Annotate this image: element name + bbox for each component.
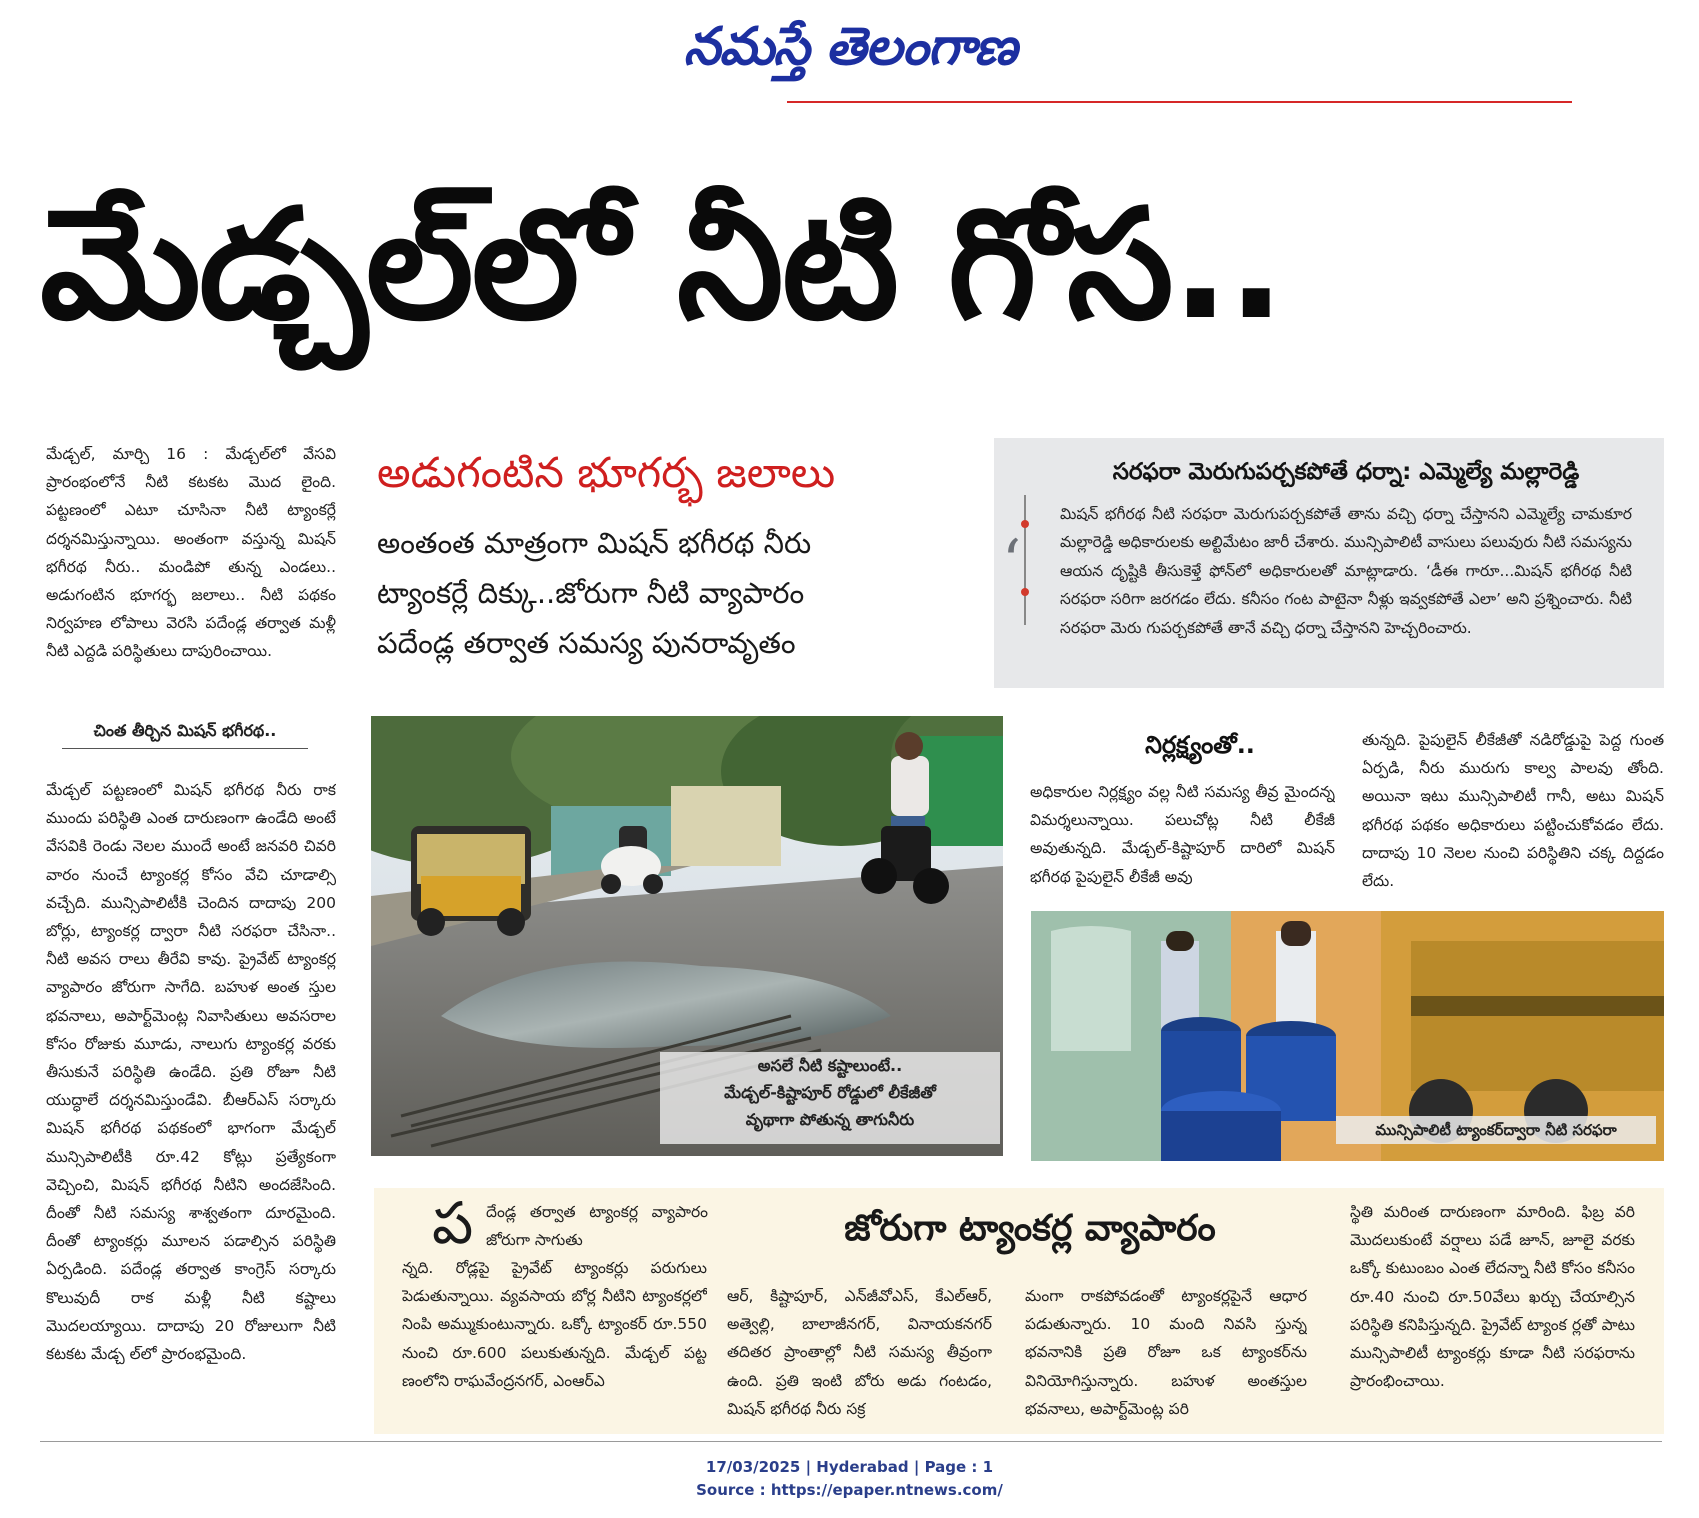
tanker-business-col1: న్నది. రోడ్లపై ప్రైవేట్ ట్యాంకర్లు పరుగులు పెడుతున్నాయి. వ్యవసాయ బోర్ల నీటిని ట్యాంకర్లలో నింపి అమ్ముకుంటున్నారు. ఒక్కో ట్యాంకర్ రూ.550 నుంచి రూ.600 పలుకుతున్నది. మేడ్చల్ పట్ట ణంలోని రాఘవేంద్రనగర్, ఎంఆర్‌ఎ bbox=[402, 1259, 707, 1390]
quote-mark-icon: ‘ bbox=[1002, 527, 1022, 597]
road-leak-caption bbox=[660, 1052, 1000, 1144]
masthead-logo: నమస్తే తెలంగాణ bbox=[683, 16, 1017, 77]
dropcap: ప bbox=[432, 1189, 474, 1257]
tanker-business-col2: ఆర్, కిష్టాపూర్, ఎన్‌జీవోఎస్, కేఎల్‌ఆర్, అత్వెల్లి, బాలాజీనగర్, వినాయకనగర్ తదితర ప్రాంతాల్లో నీటి సమస్య తీవ్రంగా ఉంది. ప్రతి ఇంటి బోరు అడు గంటడం, మిషన్ భగీరథ నీరు సక్ర bbox=[727, 1287, 992, 1418]
caption-line: మేడ్చల్-కిష్టాపూర్ రోడ్డులో లీకేజీతో bbox=[724, 1083, 936, 1102]
caption-line: వృథాగా పోతున్న తాగునీరు bbox=[745, 1110, 915, 1129]
deck-line: పదేండ్ల తర్వాత సమస్య పునరావృతం bbox=[377, 626, 796, 660]
deck bbox=[377, 518, 957, 668]
footer-source-link[interactable]: Source : https://epaper.ntnews.com/ bbox=[696, 1481, 1003, 1499]
tanker-business-col3: మంగా రాకపోవడంతో ట్యాంకర్లపైనే ఆధార పడుతున్నారు. 10 మంది నివసి స్తున్న భవనానికి ప్రతి రోజూ ఒక ట్యాంకర్‌ను వినియోగిస్తున్నారు. బహుళ అంతస్తుల భవనాలు, అపార్ట్‌మెంట్ల పరి bbox=[1025, 1287, 1307, 1418]
left-column-body: మేడ్చల్ పట్టణంలో మిషన్ భగీరథ నీరు రాక ముందు పరిస్థితి ఎంత దారుణంగా ఉండేది అంటే వేసవికి రెండు నెలల ముందే అంటే జనవరి చివరి వారం నుంచే ట్యాంకర్ల కోసం వేచి చూడాల్సి వచ్చేది. మున్సిపాలిటీకి చెందిన దాదాపు 200 బోర్లు, ట్యాంకర్ల ద్వారా నీటి సరఫరా చేసినా.. నీటి అవస రాలు తీరేవి కావు. ప్రైవేట్ ట్యాంకర్ల వ్యాపారం జోరుగా సాగేది. బహుళ అంత స్తుల భవనాలు, అపార్ట్‌మెంట్ల నివాసితులు అవసరాల కోసం రోజుకు మూడు, నాలుగు ట్యాంకర్ల వరకు తీసుకునే పరిస్థితి ఉండేది. ప్రతి రోజూ నీటి యుద్ధాలే దర్శనమిస్తుండేవి. బీఆర్‌ఎస్ సర్కారు మిషన్ భగీరథ పథకంలో భాగంగా మేడ్చల్ మున్సిపాలిటీకి రూ.42 కోట్లు ప్రత్యేకంగా వెచ్చించి, మిషన్ భగీరథ నీటిని అందజేసింది. దీంతో నీటి సమస్య శాశ్వతంగా దూరమైంది. దీంతో ట్యాంకర్లు మూలన పడాల్సిన పరిస్థితి ఏర్పడింది. పదేండ్ల తర్వాత కాంగ్రెస్ సర్కారు కొలువుదీ రాక మళ్లీ నీటి కష్టాలు మొదలయ్యాయి. దాదాపు 20 రోజులుగా నీటి కటకట మేడ్చ ల్‌లో ప్రారంభమైంది. bbox=[46, 781, 336, 1364]
kicker-headline: అడుగంటిన భూగర్భ జలాలు bbox=[377, 448, 836, 497]
negligence-column-2: తున్నది. పైపులైన్ లీకేజీతో నడిరోడ్డుపై పెద్ద గుంత ఏర్పడి, నీరు మురుగు కాల్వ పాలవు తోంది. అయినా ఇటు మున్సిపాలిటీ గానీ, అటు మిషన్ భగీరథ పథకం అధికారులు పట్టించుకోవడం లేదు. దాదాపు 10 నెలల నుంచి పరిస్థితిని చక్క దిద్దడం లేదు. bbox=[1362, 731, 1664, 891]
deck-line: అంతంత మాత్రంగా మిషన్ భగీరథ నీరు bbox=[377, 526, 812, 560]
left-column-intro: మేడ్చల్, మార్చి 16 : మేడ్చల్‌లో వేసవి ప్రారంభంలోనే నీటి కటకట మొద లైంది. పట్టణంలో ఎటూ చూసినా నీటి ట్యాంకర్లే దర్శనమిస్తున్నాయి. అంతంగా వస్తున్న మిషన్ భగీరథ నీరు.. మండిపో తున్న ఎండలు.. అడుగంటిన భూగర్భ జలాలు.. నీటి పథకం నిర్వహణ లోపాలు వెరసి పదేండ్ల తర్వాత మళ్లీ నీటి ఎద్దడి పరిస్థితులు దాపురించాయి. bbox=[46, 445, 336, 661]
mla-quote-text: మిషన్ భగీరథ నీటి సరఫరా మెరుగుపర్చకపోతే తాను వచ్చి ధర్నా చేస్తానని ఎమ్మెల్యే చామకూర మల్లారెడ్డి అధికారులకు అల్టిమేటం జారీ చేశారు. మున్సిపాలిటీ వాసులు పలువురు నీటి సమస్యను ఆయన దృష్టికి తీసుకెళ్తే ఫోన్‌లో అధికారులతో మాట్లాడారు. ‘డీఈ గారూ...మిషన్ భగీరథ నీటి సరఫరా సరిగా జరగడం లేదు. కనీసం గంట పాటైనా నీళ్లు ఇవ్వకపోతే ఎలా’ అని ప్రశ్నించారు. నీటి సరఫరా మెరు గుపర్చకపోతే తానే వచ్చి ధర్నా చేస్తానని హెచ్చరించారు. bbox=[1060, 505, 1632, 637]
negligence-subhead: నిర్లక్ష్యంతో.. bbox=[1145, 731, 1255, 759]
deck-line: ట్యాంకర్లే దిక్కు..జోరుగా నీటి వ్యాపారం bbox=[377, 576, 805, 610]
footer-rule bbox=[40, 1441, 1662, 1442]
tanker-business-col1-head: దేండ్ల తర్వాత ట్యాంకర్ల వ్యాపారం జోరుగా సాగుతు bbox=[486, 1203, 708, 1249]
mla-quote-title: సరఫరా మెరుగుపర్చకపోతే ధర్నా: ఎమ్మెల్యే మల్లారెడ్డి bbox=[1112, 459, 1580, 485]
tanker-business-title: జోరుగా ట్యాంకర్ల వ్యాపారం bbox=[844, 1208, 1216, 1249]
main-headline: మేడ్చల్‌లో నీటి గోస.. bbox=[40, 176, 1284, 353]
footer-date-line: 17/03/2025 | Hyderabad | Page : 1 bbox=[705, 1458, 994, 1476]
left-column-subhead: చింత తీర్చిన మిషన్ భగీరథ.. bbox=[62, 721, 308, 749]
tanker-caption: మున్సిపాలిటీ ట్యాంకర్‌ద్వారా నీటి సరఫరా bbox=[1336, 1116, 1656, 1144]
masthead-divider bbox=[787, 101, 1572, 103]
negligence-column-1: అధికారుల నిర్లక్ష్యం వల్ల నీటి సమస్య తీవ్ర మైందన్న విమర్శలున్నాయి. పలుచోట్ల నీటి లీకేజీ అవుతున్నది. మేడ్చల్-కిష్టాపూర్ దారిలో మిషన్ భగీరథ పైపులైన్ లీకేజీ అవు bbox=[1030, 783, 1335, 886]
tanker-business-col4: స్థితి మరింత దారుణంగా మారింది. ఫిబ్ర వరి మొదలుకుంటే వర్షాలు పడే జూన్, జూలై వరకు ఒక్కో కుటుంబం ఎంత లేదన్నా నీటి కోసం కనీసం రూ.40 నుంచి రూ.50వేలు ఖర్చు చేయాల్సిన పరిస్థితి కనిపిస్తున్నది. ప్రైవేట్ ట్యాంక ర్లతో పాటు మున్సిపాలిటీ ట్యాంకర్లు కూడా నీటి సరఫరాను ప్రారంభించాయి. bbox=[1350, 1203, 1635, 1391]
quote-dot bbox=[1021, 520, 1029, 528]
caption-line: అసలే నీటి కష్టాలుంటే.. bbox=[757, 1056, 903, 1075]
